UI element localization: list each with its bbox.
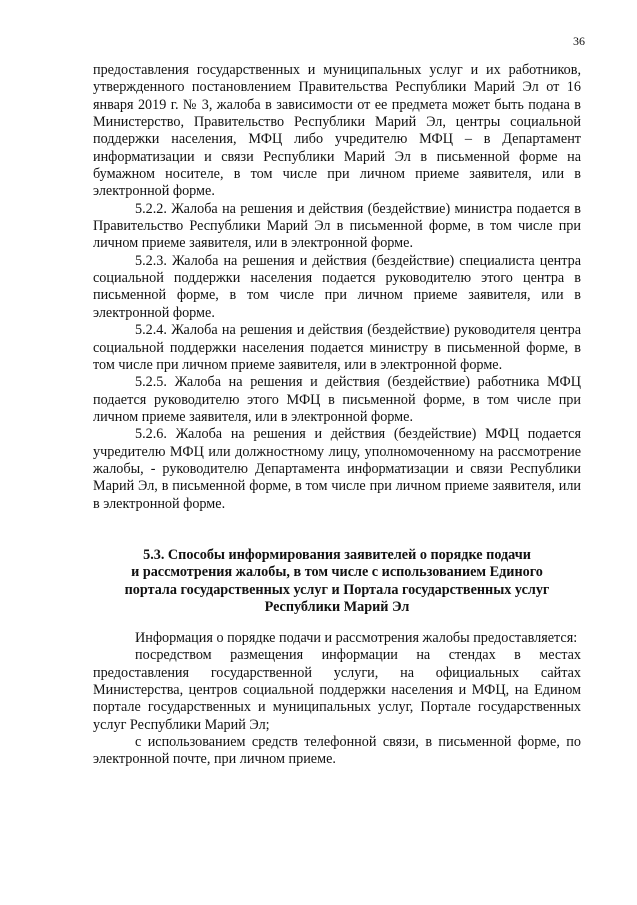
paragraph-5-2-2: 5.2.2. Жалоба на решения и действия (бездействие) министра подается в Правительство Республики Марий Эл в письменной форме, в том числе при личном приеме заявителя, или в электронной форме. <box>93 200 581 252</box>
paragraph-continuation: предоставления государственных и муниципальных услуг и их работников, утвержденного постановлением Правительства Республики Марий Эл от 16 января 2019 г. № 3, жалоба в зависимости от ее предмета может быть подана в Министерство, Правительство Республики Марий Эл, центры социальной поддержки населения, МФЦ либо учредителю МФЦ – в Департамент информатизации и связи Республики Марий Эл в письменной форме на бумажном носителе, в том числе при личном приеме заявителя, или в электронной форме. <box>93 62 581 200</box>
body-text-top <box>93 62 581 513</box>
paragraph-via-stands: посредством размещения информации на стендах в местах предоставления государственной услуги, на официальных сайтах Министерства, центров социальной поддержки населения и МФЦ, на Едином портале государственных и муниципальных услуг, Портале государственных услуг Республики Марий Эл; <box>93 647 581 733</box>
paragraph-5-2-6: 5.2.6. Жалоба на решения и действия (бездействие) МФЦ подается учредителю МФЦ или должностному лицу, уполномоченному на рассмотрение жалобы, - руководителю Департамента информатизации и связи Республики Марий Эл, в письменной форме, в том числе при личном приеме заявителя, или в электронной форме. <box>93 426 581 512</box>
section-heading-line: портала государственных услуг и Портала государственных услуг <box>124 581 550 598</box>
paragraph-5-2-5: 5.2.5. Жалоба на решения и действия (бездействие) работника МФЦ подается руководителю этого МФЦ в письменной форме, в том числе при личном приеме заявителя, или в электронной форме. <box>93 374 581 425</box>
paragraph-via-phone: с использованием средств телефонной связи, в письменной форме, по электронной почте, при личном приеме. <box>93 734 581 768</box>
paragraph-5-2-3: 5.2.3. Жалоба на решения и действия (бездействие) специалиста центра социальной поддержки населения подается руководителю этого центра в письменной форме, в том числе при личном приеме заявителя, или в электронной форме. <box>93 252 581 321</box>
section-heading-line: 5.3. Способы информирования заявителей о порядке подачи <box>143 547 531 563</box>
page-number: 36 <box>573 34 585 48</box>
paragraph-information: Информация о порядке подачи и рассмотрения жалобы предоставляется: <box>135 630 578 646</box>
section-heading-5-3 <box>93 547 581 616</box>
paragraph-5-2-4: 5.2.4. Жалоба на решения и действия (бездействие) руководителя центра социальной поддержки населения подается министру в письменной форме, в том числе при личном приеме заявителя, или в электронной форме. <box>93 322 581 373</box>
body-text-bottom <box>93 630 581 769</box>
section-heading-line: и рассмотрения жалобы, в том числе с использованием Единого <box>131 564 543 581</box>
section-heading-line: Республики Марий Эл <box>264 599 410 616</box>
